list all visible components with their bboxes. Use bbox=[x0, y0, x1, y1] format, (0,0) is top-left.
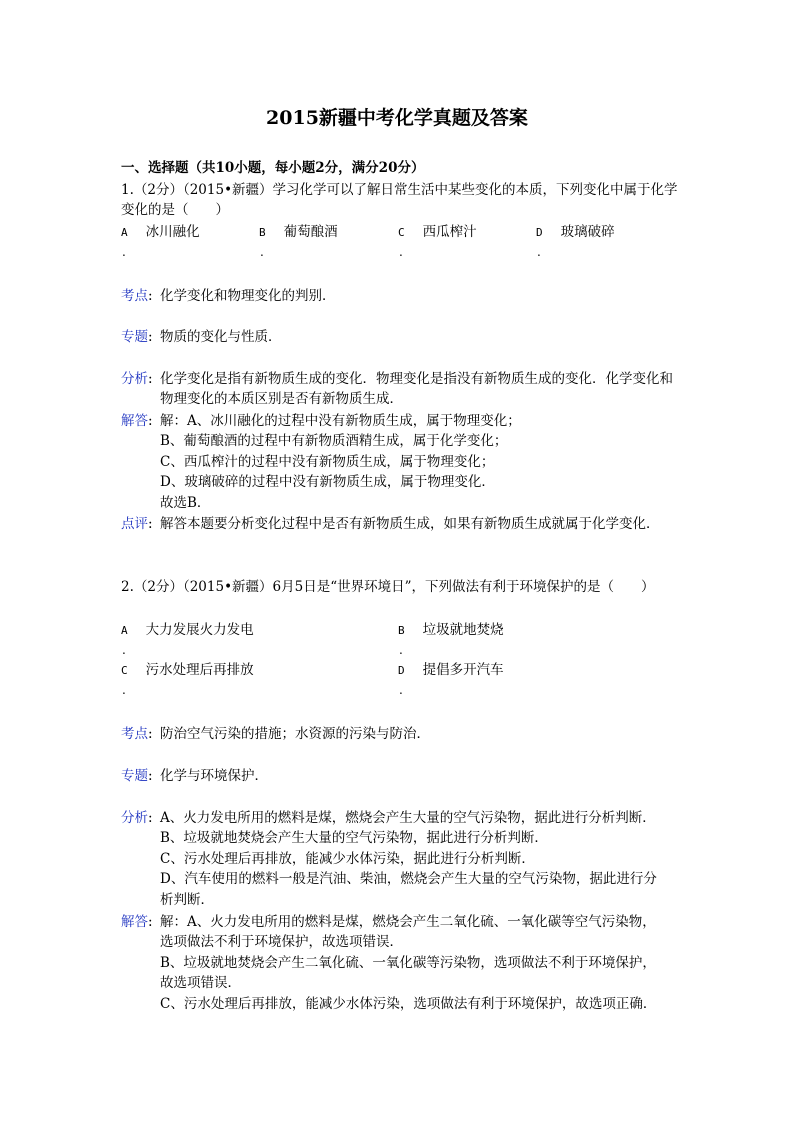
analysis-line: A、火力发电所用的燃料是煤，燃烧会产生大量的空气污染物，据此进行分析判断． bbox=[160, 810, 656, 826]
answer-line: 选项做法不利于环境保护，故选项错误． bbox=[160, 934, 403, 951]
analysis-line: D、汽车使用的燃料一般是汽油、柴油，燃烧会产生大量的空气污染物，据此进行分 bbox=[160, 871, 657, 888]
q1-kaodian: 化学变化和物理变化的判别． bbox=[160, 288, 336, 304]
option-text: 污水处理后再排放 bbox=[145, 662, 254, 678]
answer-line: C、西瓜榨汁的过程中没有新物质生成，属于物理变化； bbox=[160, 453, 495, 470]
analysis-line: 析判断． bbox=[160, 891, 214, 908]
option-dot: . bbox=[260, 245, 264, 259]
answer-line: B、垃圾就地焚烧会产生二氧化硫、一氧化碳等污染物，选项做法不利于环境保护， bbox=[160, 954, 656, 971]
option-dot: . bbox=[399, 683, 403, 697]
option-dot: . bbox=[399, 245, 403, 259]
question-2-stem: 2.（2分）（2015•新疆）6月5日是“世界环境日”，下列做法有利于环境保护的是（ ） bbox=[121, 579, 655, 595]
q2-option-a bbox=[121, 620, 254, 641]
answer-line: 解：A、冰川融化的过程中没有新物质生成，属于物理变化； bbox=[160, 413, 521, 429]
option-letter: A bbox=[121, 624, 128, 637]
q1-option-a bbox=[121, 222, 200, 243]
q2-option-d bbox=[398, 660, 504, 681]
option-text: 提倡多开汽车 bbox=[422, 662, 504, 678]
analysis-line: C、污水处理后再排放，能减少水体污染，据此进行分析判断． bbox=[160, 850, 535, 867]
q2-kaodian-label: 考点: bbox=[121, 726, 153, 742]
option-dot: . bbox=[122, 245, 126, 259]
q1-option-b bbox=[259, 222, 338, 243]
answer-line: C、污水处理后再排放，能减少水体污染，选项做法有利于环境保护，故选项正确． bbox=[160, 995, 657, 1012]
analysis-line: B、垃圾就地焚烧会产生大量的空气污染物，据此进行分析判断． bbox=[160, 830, 548, 847]
option-dot: . bbox=[122, 643, 126, 657]
option-dot: . bbox=[537, 245, 541, 259]
answer-line: 解：A、火力发电所用的燃料是煤，燃烧会产生二氧化硫、一氧化碳等空气污染物， bbox=[160, 914, 656, 930]
option-letter: C bbox=[121, 664, 128, 677]
option-dot: . bbox=[399, 643, 403, 657]
q1-fenxi: 化学变化是指有新物质生成的变化．物理变化是指没有新物质生成的变化．化学变化和物理变化的本质区别是否有新物质生成． bbox=[160, 371, 673, 408]
q2-fenxi bbox=[160, 808, 675, 910]
q2-zhuanti-label: 专题: bbox=[121, 768, 153, 784]
question-1-stem: 1.（2分）（2015•新疆）学习化学可以了解日常生活中某些变化的本质，下列变化中属于化学变化的是（ ） bbox=[121, 182, 678, 218]
option-letter: C bbox=[398, 226, 405, 239]
option-text: 大力发展火力发电 bbox=[145, 622, 254, 638]
section-heading: 一、选择题（共10小题，每小题2分，满分20分） bbox=[121, 160, 425, 176]
option-letter: A bbox=[121, 226, 128, 239]
option-dot: . bbox=[122, 683, 126, 697]
q2-zhuanti: 化学与环境保护． bbox=[160, 768, 268, 784]
option-letter: B bbox=[398, 624, 405, 637]
option-letter: D bbox=[398, 664, 405, 677]
q2-fenxi-label: 分析: bbox=[121, 810, 153, 826]
q1-option-d bbox=[536, 222, 615, 243]
q1-zhuanti: 物质的变化与性质． bbox=[160, 329, 282, 345]
q1-option-c bbox=[398, 222, 477, 243]
page-title: 2015新疆中考化学真题及答案 bbox=[266, 107, 528, 129]
q1-jieda bbox=[160, 411, 675, 513]
q2-kaodian: 防治空气污染的措施；水资源的污染与防治． bbox=[160, 726, 430, 742]
q1-dianping: 解答本题要分析变化过程中是否有新物质生成，如果有新物质生成就属于化学变化． bbox=[160, 516, 660, 532]
answer-line: 故选B． bbox=[160, 494, 211, 511]
option-text: 玻璃破碎 bbox=[560, 224, 615, 240]
answer-line: 故选项错误． bbox=[160, 975, 241, 992]
q2-jieda-label: 解答: bbox=[121, 914, 153, 930]
option-letter: D bbox=[536, 226, 543, 239]
q2-option-c bbox=[121, 660, 254, 681]
q1-jieda-label: 解答: bbox=[121, 413, 153, 429]
q1-kaodian-label: 考点: bbox=[121, 288, 153, 304]
answer-line: D、玻璃破碎的过程中没有新物质生成，属于物理变化． bbox=[160, 474, 495, 491]
option-text: 冰川融化 bbox=[145, 224, 200, 240]
option-text: 垃圾就地焚烧 bbox=[422, 622, 504, 638]
option-letter: B bbox=[259, 226, 266, 239]
q1-dianping-label: 点评: bbox=[121, 516, 153, 532]
q2-jieda bbox=[160, 912, 675, 1014]
q2-option-b bbox=[398, 620, 504, 641]
answer-line: B、葡萄酿酒的过程中有新物质酒精生成，属于化学变化； bbox=[160, 433, 508, 450]
q1-zhuanti-label: 专题: bbox=[121, 329, 153, 345]
q1-fenxi-label: 分析: bbox=[121, 371, 153, 387]
option-text: 西瓜榨汁 bbox=[422, 224, 477, 240]
option-text: 葡萄酿酒 bbox=[283, 224, 338, 240]
